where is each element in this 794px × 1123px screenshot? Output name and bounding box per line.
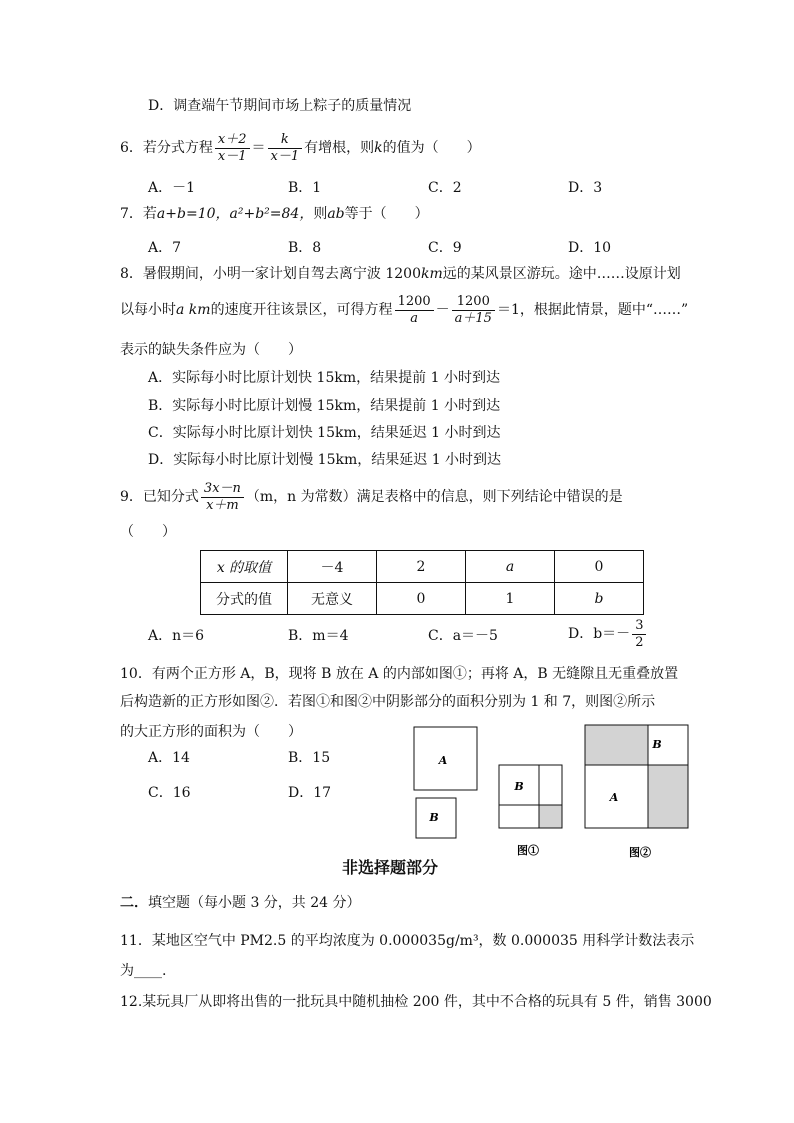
q8-eq-one: ＝1 [496, 302, 520, 318]
q8-a-km: a km [176, 302, 211, 318]
q6-fraction-left [215, 132, 250, 165]
q8-option-b: B．实际每小时比原计划慢 15km，结果提前 1 小时到达 [148, 398, 501, 414]
q6-frac1-num: x＋2 [215, 132, 250, 149]
table-cell: －4 [288, 551, 377, 583]
q8-option-a: A．实际每小时比原计划快 15km，结果提前 1 小时到达 [148, 370, 500, 386]
q12-line1: 12.某玩具厂从即将出售的一批玩具中随机抽检 200 件，其中不合格的玩具有 5 件，销售 3000 [120, 994, 712, 1010]
q8-minus: － [435, 302, 450, 318]
q6-k: k [374, 140, 383, 156]
q9-paren: （ ） [120, 524, 176, 540]
q6-option-a: A．－1 [148, 180, 196, 196]
q6-stem [120, 130, 481, 166]
q7-stem [120, 204, 429, 224]
q10-option-a: A．14 [148, 750, 190, 766]
q8-f1-num: 1200 [395, 294, 434, 311]
q6-option-d: D．3 [568, 180, 603, 196]
q6-equals: ＝ [251, 140, 266, 156]
q8-fraction-2 [452, 294, 495, 327]
q10-line2: 后构造新的正方形如图②．若图①和图②中阴影部分的面积分别为 1 和 7，则图②所示 [120, 694, 656, 710]
q6-frac2-den: x－1 [270, 148, 300, 164]
q10-line1: 10．有两个正方形 A，B，现将 B 放在 A 的内部如图①；再将 A，B 无缝隙且无重叠放置 [120, 666, 679, 682]
q9-opt-d-num: 3 [632, 618, 646, 635]
q9-option-b: B．m＝4 [288, 628, 349, 644]
q5-option-d: D．调查端午节期间市场上粽子的质量情况 [148, 98, 412, 114]
fig2-caption: 图② [629, 846, 651, 859]
q9-f-num: 3x－n [201, 481, 244, 498]
fig1-shaded-square [539, 805, 562, 828]
table-cell [201, 551, 288, 583]
q7-ab: ab [327, 206, 345, 222]
q7-option-a: A．7 [148, 240, 182, 256]
fig2-label-a: A [609, 791, 619, 804]
q8-f1-den: a [410, 310, 418, 326]
section-heading-text: 填空题（每小题 3 分，共 24 分） [148, 895, 361, 911]
q7-prefix: 7．若 [120, 206, 157, 222]
q8-line1a: 8．暑假期间，小明一家计划自驾去离宁波 1200 [120, 266, 421, 282]
table-cell: 0 [377, 583, 466, 615]
q9-stem [120, 478, 623, 516]
q7-option-b: B．8 [288, 240, 322, 256]
q6-prefix: 6．若分式方程 [120, 140, 213, 156]
q8-option-d: D．实际每小时比原计划慢 15km，结果延迟 1 小时到达 [148, 452, 502, 468]
q9-opt-d-fraction [632, 618, 646, 651]
q8-fraction-1 [395, 294, 434, 327]
q9-prefix: 9．已知分式 [120, 489, 199, 505]
q10-option-b: B．15 [288, 750, 331, 766]
q6-option-b: B．1 [288, 180, 322, 196]
q6-suffix-b: 的值为（ ） [382, 140, 481, 156]
square-a-label: A [438, 754, 448, 767]
q8-line1b: 远的某风景区游玩。途中……设原计划 [442, 266, 681, 282]
table-cell: 分式的值 [201, 583, 288, 615]
q8-line2b: 的速度开往该景区，可得方程 [210, 302, 393, 318]
q8-km: km [421, 266, 443, 282]
q6-frac2-num: k [268, 132, 303, 149]
q9-opt-d-den: 2 [635, 634, 644, 650]
q10-option-d: D．17 [288, 785, 332, 801]
section-heading-num: 二． [120, 895, 148, 911]
q8-line2 [120, 292, 688, 328]
table-cell: 2 [377, 551, 466, 583]
q6-frac1-den: x－1 [217, 148, 247, 164]
q9-option-d [568, 614, 648, 654]
q9-fraction [201, 481, 244, 514]
q10-option-c: C．16 [148, 785, 191, 801]
table-cell: 无意义 [288, 583, 377, 615]
q7-eq1: a+b=10， [156, 206, 230, 222]
table-cell: b [555, 583, 644, 615]
q7-mid: 则 [313, 206, 328, 222]
q8-option-c: C．实际每小时比原计划快 15km，结果延迟 1 小时到达 [148, 425, 501, 441]
q8-f2-num: 1200 [452, 294, 495, 311]
q6-fraction-right [268, 132, 303, 165]
q7-eq2: a²+b²=84， [229, 206, 314, 222]
q9-option-c: C．a＝－5 [428, 628, 498, 644]
q9-option-a: A．n＝6 [148, 628, 205, 644]
q8-line1 [120, 264, 681, 284]
q8-line2a: 以每小时 [120, 302, 176, 318]
cell-text: x 的取值 [216, 559, 272, 576]
table-cell: 0 [555, 551, 644, 583]
q9-table [200, 550, 644, 615]
q8-f2-den: a＋15 [454, 310, 492, 326]
fig1-label-b: B [514, 780, 524, 793]
table-cell: 1 [466, 583, 555, 615]
q6-option-c: C．2 [428, 180, 462, 196]
q6-suffix-a: 有增根，则 [304, 140, 375, 156]
q9-suffix: （m，n 为常数）满足表格中的信息，则下列结论中错误的是 [245, 489, 623, 505]
table-cell: a [466, 551, 555, 583]
q9-f-den: x＋m [206, 497, 239, 513]
q11-line1: 11．某地区空气中 PM2.5 的平均浓度为 0.000035g/m³，数 0.000035 用科学计数法表示 [120, 933, 695, 949]
section-title: 非选择题部分 [342, 858, 439, 877]
q9-opt-d-prefix: D．b＝－ [568, 626, 631, 642]
q10-line3: 的大正方形的面积为（ ） [120, 724, 302, 740]
fig2-label-b: B [652, 738, 662, 751]
q7-option-c: C．9 [428, 240, 462, 256]
q11-line2: 为____. [120, 963, 167, 979]
q10-figures [405, 720, 705, 870]
square-b-label: B [429, 811, 439, 824]
q8-line3: 表示的缺失条件应为（ ） [120, 342, 302, 358]
q8-line2c: ，根据此情景，题中“……” [519, 302, 689, 318]
section-heading [120, 893, 361, 913]
table-row [201, 583, 644, 615]
q7-option-d: D．10 [568, 240, 612, 256]
q7-suffix: 等于（ ） [344, 206, 429, 222]
fig1-caption: 图① [517, 844, 539, 857]
table-row [201, 551, 644, 583]
